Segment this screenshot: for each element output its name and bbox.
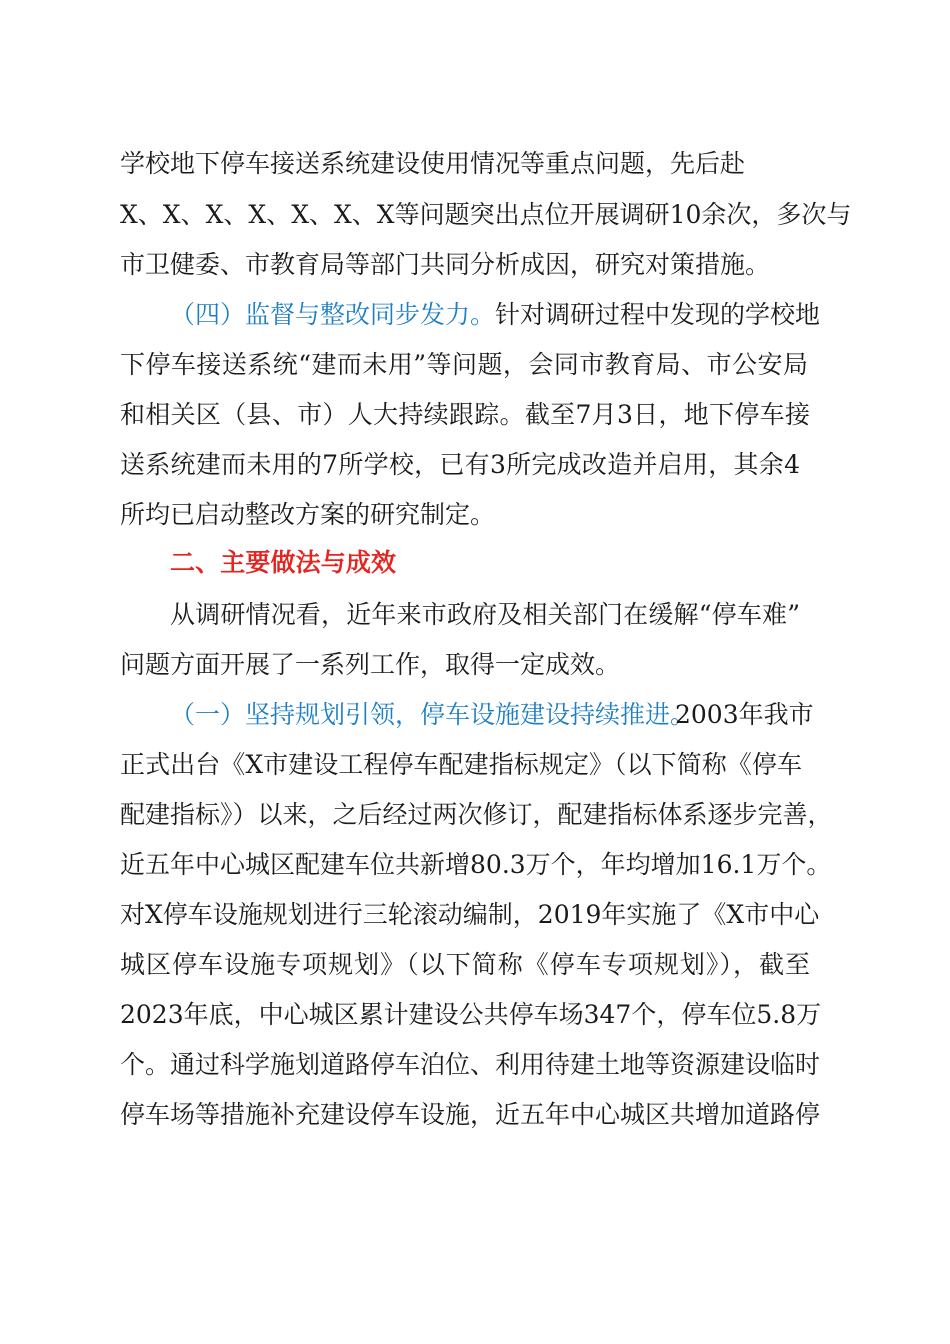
text-line: 问题方面开展了一系列工作，取得一定成效。 xyxy=(120,650,621,679)
paragraph-line xyxy=(0,290,950,340)
text-line: 所均已启动整改方案的研究制定。 xyxy=(120,500,496,529)
text-line: 从调研情况看，近年来市政府及相关部门在缓解“停车难” xyxy=(170,600,800,629)
paragraph-line xyxy=(0,190,950,240)
text-line: 下停车接送系统“建而未用”等问题，会同市教育局、市公安局 xyxy=(120,350,808,379)
text-line: 和相关区（县、市）人大持续跟踪。截至7月3日，地下停车接 xyxy=(120,400,810,429)
text-line: 针对调研过程中发现的学校地 xyxy=(495,300,821,329)
paragraph-line xyxy=(0,890,950,940)
text-line: 学校地下停车接送系统建设使用情况等重点问题，先后赴 xyxy=(120,149,746,178)
paragraph-line xyxy=(0,538,950,588)
paragraph-line xyxy=(0,840,950,890)
paragraph-line xyxy=(0,340,950,390)
text-line: 市卫健委、市教育局等部门共同分析成因，研究对策措施。 xyxy=(120,250,771,279)
text-line: 对X停车设施规划进行三轮滚动编制，2019年实施了《X市中心 xyxy=(120,900,820,929)
paragraph-line xyxy=(0,490,950,540)
paragraph-line xyxy=(0,240,950,290)
text-line: 正式出台《X市建设工程停车配建指标规定》（以下简称《停车 xyxy=(120,750,802,779)
paragraph-line xyxy=(0,590,950,640)
text-line: 2023年底，中心城区累计建设公共停车场347个，停车位5.8万 xyxy=(120,1000,822,1029)
paragraph-line xyxy=(0,440,950,490)
subsection-heading: （一）坚持规划引领，停车设施建设持续推进。 xyxy=(170,700,696,729)
paragraph-line xyxy=(0,640,950,690)
text-line: 送系统建而未用的7所学校，已有3所完成改造并启用，其余4 xyxy=(120,450,800,479)
paragraph-line xyxy=(0,139,950,189)
subsection-heading: （四）监督与整改同步发力。 xyxy=(170,300,496,329)
section-heading: 二、主要做法与成效 xyxy=(170,548,396,577)
paragraph-line xyxy=(0,1040,950,1090)
text-line: 停车场等措施补充建设停车设施，近五年中心城区共增加道路停 xyxy=(120,1100,821,1129)
text-line: 城区停车设施专项规划》（以下简称《停车专项规划》），截至 xyxy=(120,950,810,979)
paragraph-line xyxy=(0,390,950,440)
paragraph-line xyxy=(0,690,950,740)
text-line: X、X、X、X、X、X、X等问题突出点位开展调研10余次，多次与 xyxy=(120,200,852,229)
paragraph-line xyxy=(0,1090,950,1140)
paragraph-line xyxy=(0,740,950,790)
paragraph-line xyxy=(0,940,950,990)
text-line: 个。通过科学施划道路停车泊位、利用待建土地等资源建设临时 xyxy=(120,1050,821,1079)
paragraph-line xyxy=(0,990,950,1040)
text-line: 2003年我市 xyxy=(675,700,814,729)
text-line: 近五年中心城区配建车位共新增80.3万个，年均增加16.1万个。 xyxy=(120,850,832,879)
paragraph-line xyxy=(0,790,950,840)
text-line: 配建指标》）以来，之后经过两次修订，配建指标体系逐步完善， xyxy=(120,800,833,829)
